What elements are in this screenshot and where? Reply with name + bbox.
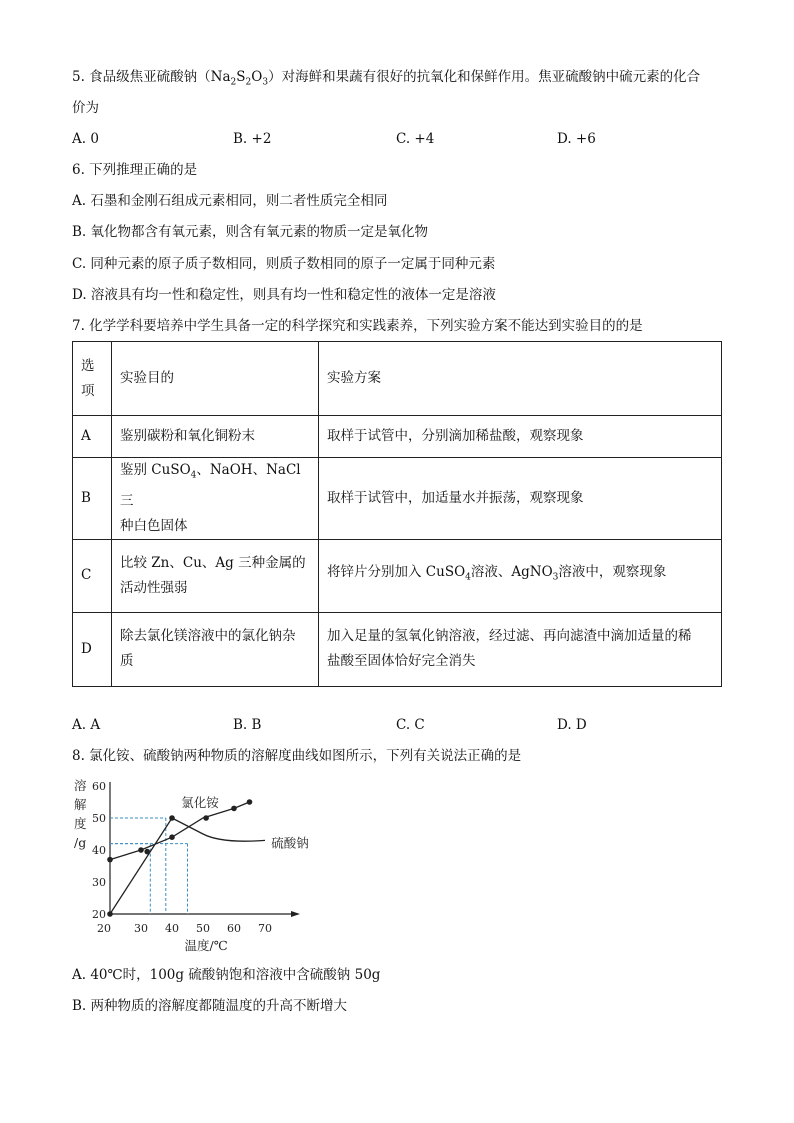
data-point <box>231 806 237 812</box>
row-plan: 加入足量的氢氧化钠溶液，经过滤、再向滤渣中滴加适量的稀 盐酸至固体恰好完全消失 <box>319 612 722 686</box>
q5-stem-line1: 5. 食品级焦亚硫酸钠$(Na_2S_2O_3)$对海鲜和果蔬有很好的抗氧化和保鲜作用。焦亚硫酸钠中硫元素的化合 <box>72 69 701 88</box>
header-plan: 实验方案 <box>319 342 722 416</box>
row-goal: 鉴别 CuSO$_4$、NaOH、NaCl 三 种白色固体 <box>112 458 319 540</box>
q6-stem: 6. 下列推理正确的是 <box>72 162 198 178</box>
x-tick-label: 30 <box>134 922 148 935</box>
series-label-nh4cl: 氯化铵 <box>181 794 219 810</box>
q6-option-d: D. 溶液具有均一性和稳定性，则具有均一性和稳定性的液体一定是溶液 <box>72 287 496 303</box>
row-plan: 取样于试管中，加适量水并振荡，观察现象 <box>319 458 722 540</box>
table-row <box>73 539 722 612</box>
series-label-na2so4: 硫酸钠 <box>271 835 309 851</box>
table-row <box>73 416 722 458</box>
q6-option-b: B. 氧化物都含有氧元素，则含有氧元素的物质一定是氧化物 <box>72 224 429 240</box>
data-point <box>247 799 253 805</box>
q5-option-c: C. +4 <box>396 131 435 147</box>
y-tick-label: 50 <box>92 812 106 825</box>
y-axis-label: 度 <box>74 816 87 831</box>
x-axis-arrow <box>291 911 300 917</box>
row-goal: 鉴别碳粉和氧化铜粉末 <box>112 416 319 458</box>
x-axis-label: 温度/℃ <box>184 938 228 953</box>
y-tick-label: 60 <box>92 780 106 793</box>
q8-option-b: B. 两种物质的溶解度都随温度的升高不断增大 <box>72 998 348 1014</box>
row-goal: 除去氯化镁溶液中的氯化钠杂 质 <box>112 612 319 686</box>
table-header-row <box>73 342 722 416</box>
data-point <box>169 834 175 840</box>
x-tick-label: 50 <box>196 922 210 935</box>
y-tick-label: 30 <box>92 876 106 889</box>
header-goal: 实验目的 <box>112 342 319 416</box>
q5-option-a: A. 0 <box>72 131 99 147</box>
q5-stem-line2: 价为 <box>72 100 99 116</box>
table-row <box>73 458 722 540</box>
data-point <box>138 847 144 853</box>
y-axis-label: 溶 <box>74 778 87 793</box>
row-key: B <box>73 458 112 540</box>
row-plan: 取样于试管中，分别滴加稀盐酸，观察现象 <box>319 416 722 458</box>
q7-stem: 7. 化学学科要培养中学生具备一定的科学探究和实践素养，下列实验方案不能达到实验目的的是 <box>72 318 643 334</box>
row-plan: 将锌片分别加入 CuSO$_4$溶液、AgNO$_3$溶液中，观察现象 <box>319 539 722 612</box>
x-tick-label: 70 <box>258 922 272 935</box>
q7-option-b: B. B <box>233 717 262 733</box>
header-option: 选 项 <box>73 342 112 416</box>
q7-table <box>72 341 722 687</box>
y-axis-label: /g <box>74 835 87 850</box>
data-point <box>203 815 209 821</box>
y-axis-label: 解 <box>74 797 87 812</box>
row-key: D <box>73 612 112 686</box>
q8-option-a: A. 40℃时，100g 硫酸钠饱和溶液中含硫酸钠 50g <box>72 967 381 983</box>
q6-option-c: C. 同种元素的原子质子数相同，则质子数相同的原子一定属于同种元素 <box>72 256 496 272</box>
x-tick-label: 20 <box>97 922 111 935</box>
data-point <box>107 857 113 863</box>
x-tick-label: 60 <box>227 922 241 935</box>
series-line-nh4cl <box>110 802 250 860</box>
data-point <box>107 911 113 917</box>
x-tick-label: 40 <box>165 922 179 935</box>
data-point <box>169 815 175 821</box>
row-key: A <box>73 416 112 458</box>
row-key: C <box>73 539 112 612</box>
q7-option-d: D. D <box>557 717 587 733</box>
q7-option-a: A. A <box>72 717 101 733</box>
y-tick-label: 40 <box>92 844 106 857</box>
q8-stem: 8. 氯化铵、硫酸钠两种物质的溶解度曲线如图所示，下列有关说法正确的是 <box>72 748 522 764</box>
y-tick-label: 20 <box>92 908 106 921</box>
q5-option-b: B. +2 <box>233 131 272 147</box>
row-goal: 比较 Zn、Cu、Ag 三种金属的 活动性强弱 <box>112 539 319 612</box>
q7-option-c: C. C <box>396 717 425 733</box>
q5-option-d: D. +6 <box>557 131 596 147</box>
solubility-chart <box>70 770 340 960</box>
q6-option-a: A. 石墨和金刚石组成元素相同，则二者性质完全相同 <box>72 193 388 209</box>
table-row <box>73 612 722 686</box>
